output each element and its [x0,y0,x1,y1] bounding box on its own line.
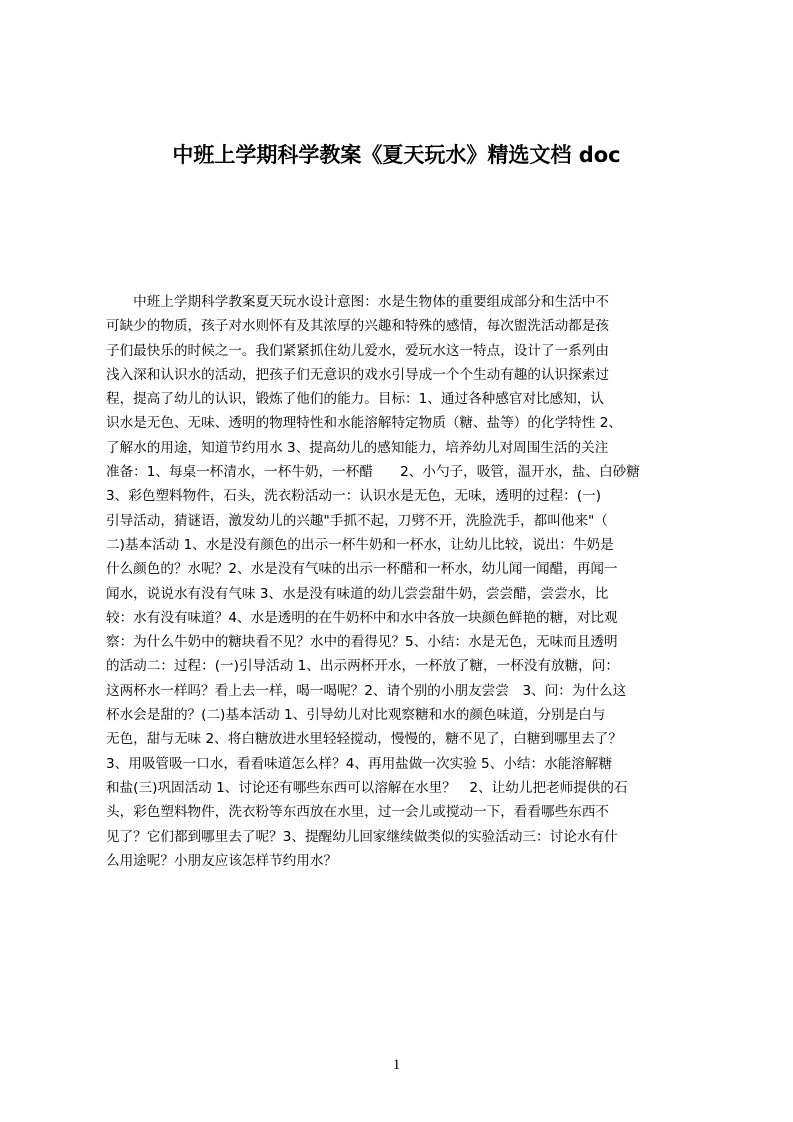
body-line: 见了？它们都到哪里去了呢？3、提醒幼儿回家继续做类似的实验活动三：讨论水有什 [106,828,618,845]
body-line: 的活动二：过程：(一)引导活动 1、出示两杯开水，一杯放了糖，一杯没有放糖，问： [106,658,619,675]
body-line: 引导活动，猜谜语，激发幼儿的兴趣"手抓不起，刀劈不开，洗脸洗手，都叫他来"（ [106,512,608,529]
body-line: 3、用吸管吸一口水，看看味道怎么样？4、再用盐做一次实验 5、小结：水能溶解糖 [106,755,613,772]
body-line: 二)基本活动 1、水是没有颜色的出示一杯牛奶和一杯水，让幼儿比较，说出：牛奶是 [106,536,614,553]
body-line: 杯水会是甜的？(二)基本活动 1、引导幼儿对比观察糖和水的颜色味道，分别是白与 [106,707,606,724]
body-line: 较：水有没有味道？4、水是透明的在牛奶杯中和水中各放一块颜色鲜艳的糖，对比观 [106,609,618,626]
body-line: 什么颜色的？水呢？2、水是没有气味的出示一杯醋和一杯水，幼儿闻一闻醋，再闻一 [106,561,618,578]
body-line: 么用途呢？小朋友应该怎样节约用水？ [106,852,338,869]
document-title: 中班上学期科学教案《夏天玩水》精选文档 doc [172,143,621,167]
body-line: 和盐(三)巩固活动 1、讨论还有哪些东西可以溶解在水里？ 2、让幼儿把老师提供的石 [106,779,628,796]
body-line: 子们最快乐的时候之一。我们紧紧抓住幼儿爱水，爱玩水这一特点，设计了一系列由 [106,342,609,359]
body-line: 了解水的用途，知道节约用水 3、提高幼儿的感知能力，培养幼儿对周围生活的关注 [106,439,609,456]
body-line: 闻水，说说水有没有气味 3、水是没有味道的幼儿尝尝甜牛奶，尝尝醋，尝尝水，比 [106,585,609,602]
body-line: 无色，甜与无味 2、将白糖放进水里轻轻搅动，慢慢的，糖不见了，白糖到哪里去了？ [106,731,622,748]
page-number: 1 [392,1057,401,1073]
body-line: 准备：1、每桌一杯清水，一杯牛奶，一杯醋 2、小勺子，吸管，温开水，盐、白砂糖 [106,464,640,481]
body-line: 3、彩色塑料物件，石头，洗衣粉活动一：认识水是无色，无味，透明的过程：(一) [106,488,602,505]
body-line: 这两杯水一样吗？看上去一样，喝一喝呢？2、请个别的小朋友尝尝 3、问：为什么这 [106,682,627,699]
body-line: 头，彩色塑料物件，洗衣粉等东西放在水里，过一会儿或搅动一下，看看哪些东西不 [106,804,609,821]
body-line: 浅入深和认识水的活动，把孩子们无意识的戏水引导成一个个生动有趣的认识探索过 [106,366,609,383]
body-line: 中班上学期科学教案夏天玩水设计意图：水是生物体的重要组成部分和生活中不 [106,294,609,310]
body-line: 识水是无色、无味、透明的物理特性和水能溶解特定物质（糖、盐等）的化学特性 2、 [106,415,622,432]
document-body [106,290,696,950]
body-line: 程，提高了幼儿的认识，锻炼了他们的能力。目标：1、通过各种感官对比感知，认 [106,391,605,408]
body-line: 察：为什么牛奶中的糖块看不见？水中的看得见？5、小结：水是无色，无味而且透明 [106,634,618,651]
body-line: 可缺少的物质，孩子对水则怀有及其浓厚的兴趣和特殊的感情，每次盥洗活动都是孩 [106,318,609,335]
